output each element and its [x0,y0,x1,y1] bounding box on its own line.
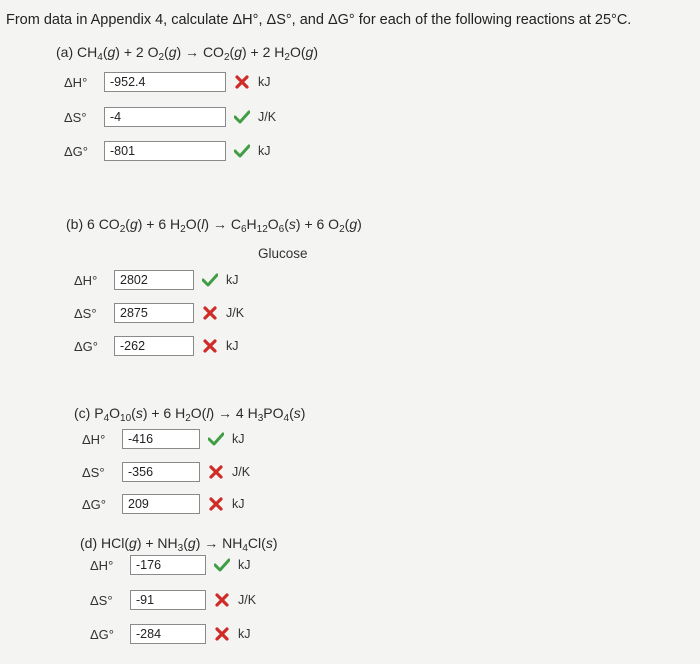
part-a-ds-row [64,105,276,129]
cross-icon [212,625,232,643]
checkmark-icon [232,108,252,126]
part-c-dg-unit: kJ [232,497,245,511]
part-b-dg-input[interactable]: -262 [114,336,194,356]
cross-icon [206,495,226,513]
part-b-dh-input[interactable]: 2802 [114,270,194,290]
checkmark-icon [232,142,252,160]
part-b-ds-unit: J/K [226,306,245,320]
part-a-dg-input[interactable]: -801 [104,141,226,161]
part-b-dg-label: ΔG° [74,338,98,354]
part-d-ds-row [90,588,256,612]
part-b-ds-input[interactable]: 2875 [114,303,194,323]
cross-icon [206,463,226,481]
part-d-ds-input[interactable]: -91 [130,590,206,610]
part-a-dh-input[interactable]: -952.4 [104,72,226,92]
part-d-ds-label: ΔS° [90,592,113,608]
reaction-b-label: (b) [66,216,84,232]
part-a-ds-unit: J/K [258,110,277,124]
reaction-a-equation: $CH_4(g) + 2$ $O_2(g) \to CO_2(g) + 2$ $H_2O(g)$ [77,44,318,63]
part-a-ds-input[interactable]: -4 [104,107,226,127]
part-c-ds-unit: J/K [232,465,251,479]
question-text: From data in Appendix 4, calculate ΔH°, ΔS°, and ΔG° for each of the following reactions at 25°C. [6,12,632,28]
part-d-dg-row [90,622,251,646]
part-a-dh-row [64,70,271,94]
part-d-dg-label: ΔG° [90,626,114,642]
cross-icon [232,73,252,91]
part-b-ds-row [74,301,244,325]
checkmark-icon [212,556,232,574]
part-a-dg-unit: kJ [258,144,271,158]
part-c-dg-label: ΔG° [82,496,106,512]
reaction-a-label: (a) [56,44,74,60]
cross-icon [200,304,220,322]
reaction-b-equation: 6 $CO_2(g) + 6$ $H_2O(l) \to C_6H_{12}O_6(s) + 6$ $O_2(g)$ [87,216,362,235]
part-a-dg-label: ΔG° [64,143,88,159]
part-c-ds-row [82,460,250,484]
reaction-d [80,535,277,554]
part-c-ds-input[interactable]: -356 [122,462,200,482]
cross-icon [200,337,220,355]
part-b-dh-label: ΔH° [74,272,98,288]
reaction-c-equation: $P_4O_{10}(s) + 6$ $H_2O(l) \to 4$ $H_3PO_4(s)$ [94,405,306,424]
part-c-dh-row [82,427,245,451]
part-d-dh-label: ΔH° [90,557,114,573]
part-d-dg-input[interactable]: -284 [130,624,206,644]
part-d-dh-input[interactable]: -176 [130,555,206,575]
reaction-d-equation: $HCl(g) + NH_3(g) \to NH_4Cl(s)$ [101,535,278,554]
part-a-ds-label: ΔS° [64,109,87,125]
part-c-dh-input[interactable]: -416 [122,429,200,449]
part-c-ds-label: ΔS° [82,464,105,480]
part-b-ds-label: ΔS° [74,305,97,321]
part-c-dh-label: ΔH° [82,431,106,447]
part-b-dh-row [74,268,239,292]
part-d-dg-unit: kJ [238,627,251,641]
reaction-d-label: (d) [80,535,98,551]
glucose-label: Glucose [258,246,308,261]
part-b-dg-row [74,334,239,358]
part-a-dh-unit: kJ [258,75,271,89]
part-c-dg-row [82,492,245,516]
reaction-c [74,405,305,424]
part-a-dg-row [64,139,271,163]
checkmark-icon [206,430,226,448]
part-d-dh-row [90,553,251,577]
part-b-dg-unit: kJ [226,339,239,353]
part-c-dh-unit: kJ [232,432,245,446]
part-a-dh-label: ΔH° [64,74,88,90]
part-d-dh-unit: kJ [238,558,251,572]
reaction-b [66,216,362,235]
checkmark-icon [200,271,220,289]
part-b-dh-unit: kJ [226,273,239,287]
part-c-dg-input[interactable]: 209 [122,494,200,514]
part-d-ds-unit: J/K [238,593,257,607]
reaction-a [56,44,318,63]
reaction-c-label: (c) [74,405,91,421]
cross-icon [212,591,232,609]
